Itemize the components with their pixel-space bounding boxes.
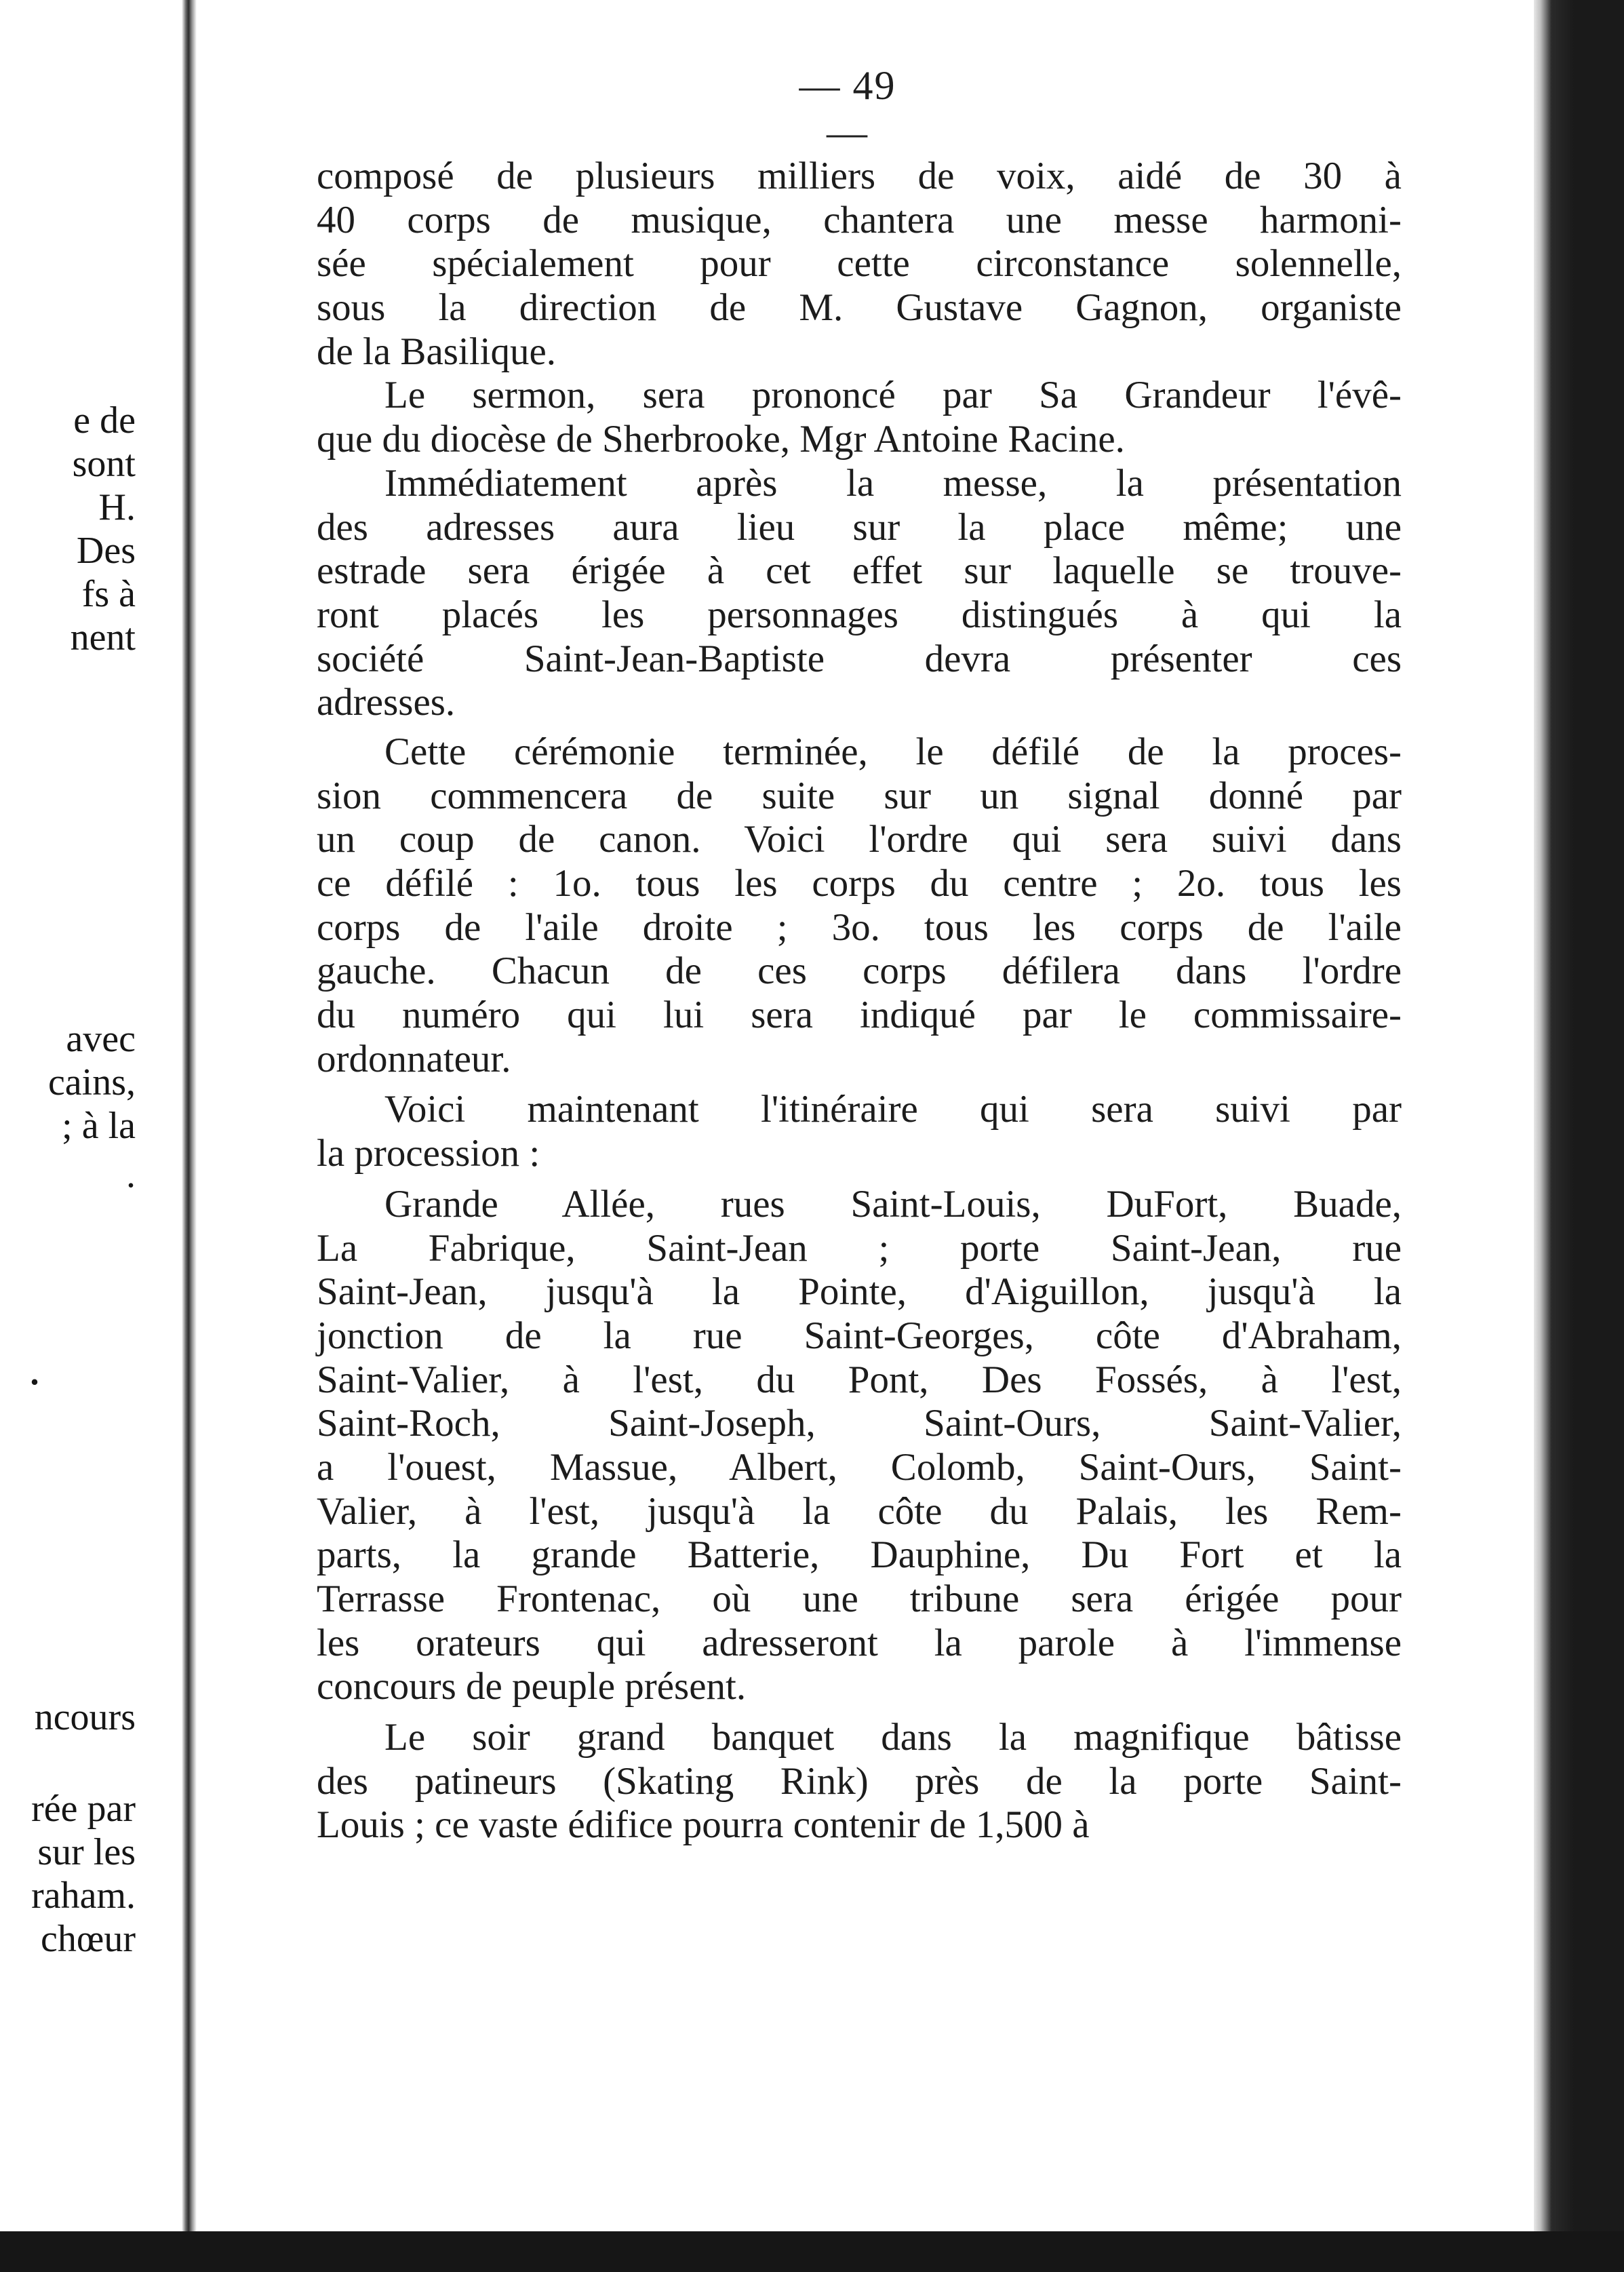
text-line: sion commencera de suite sur un signal donné par [317, 774, 1402, 817]
text-line: La Fabrique, Saint-Jean ; porte Saint-Jean, rue [317, 1226, 1402, 1270]
text-line: Saint-Jean, jusqu'à la Pointe, d'Aiguillon, jusqu'à la [317, 1270, 1402, 1314]
paragraph [317, 155, 1402, 374]
text-line: Le soir grand banquet dans la magnifique bâtisse [384, 1716, 1402, 1759]
text-line: que du diocèse de Sherbrooke, Mgr Antoine Racine. [317, 418, 1125, 461]
paragraph [317, 1088, 1402, 1175]
text-line: adresses. [317, 681, 456, 724]
text-line: ce défilé : 1o. tous les corps du centre ; 2o. tous les [317, 862, 1402, 905]
text-line: estrade sera érigée à cet effet sur laquelle se trouve- [317, 549, 1402, 593]
text-line: Le sermon, sera prononcé par Sa Grandeur l'évê- [384, 374, 1402, 417]
text-line: société Saint-Jean-Baptiste devra présenter ces [317, 637, 1402, 680]
text-line: de la Basilique. [317, 330, 556, 373]
text-line: Valier, à l'est, jusqu'à la côte du Palais, les Rem- [317, 1489, 1402, 1533]
text-line: 40 corps de musique, chantera une messe harmoni- [317, 198, 1402, 241]
scan-edge-bottom [0, 2231, 1624, 2272]
text-line: sous la direction de M. Gustave Gagnon, organiste [317, 286, 1402, 330]
left-fragment-line: e de [73, 399, 136, 442]
left-fragment-line: nent [70, 616, 136, 659]
text-line: les orateurs qui adresseront la parole à l'immense [317, 1621, 1402, 1664]
left-fragment-line: Des [76, 530, 136, 572]
left-fragment-line: chœur [41, 1918, 136, 1960]
text-line: la procession : [317, 1132, 540, 1175]
text-line: Saint-Roch, Saint-Joseph, Saint-Ours, Saint-Valier, [317, 1402, 1402, 1445]
scan-edge-right [1534, 0, 1624, 2231]
text-line: jonction de la rue Saint-Georges, côte d'Abraham, [317, 1314, 1402, 1357]
paragraph [317, 462, 1402, 725]
body-text [317, 155, 1402, 1847]
text-line: ront placés les personnages distingués à qui la [317, 593, 1402, 636]
text-line: des patineurs (Skating Rink) près de la porte Saint- [317, 1759, 1402, 1803]
text-line: Terrasse Frontenac, où une tribune sera érigée pour [317, 1578, 1402, 1620]
text-line: Cette cérémonie terminée, le défilé de la proces- [384, 730, 1402, 773]
paragraph [317, 1716, 1402, 1847]
text-line: du numéro qui lui sera indiqué par le commissaire- [317, 994, 1402, 1037]
text-line: Louis ; ce vaste édifice pourra contenir de 1,500 à [317, 1803, 1090, 1847]
left-fragment-line: H. [98, 486, 136, 528]
text-line: Saint-Valier, à l'est, du Pont, Des Fossés, à l'est, [317, 1358, 1402, 1401]
left-fragment-line: rée par [31, 1788, 136, 1830]
text-line: gauche. Chacun de ces corps défilera dans l'ordre [317, 949, 1402, 993]
text-line: Immédiatement après la messe, la présentation [384, 461, 1402, 505]
left-fragment-line: . [28, 1341, 41, 1395]
left-fragment-line: avec [66, 1018, 136, 1060]
left-page-fragment [0, 0, 182, 2231]
text-line: concours de peuple présent. [317, 1665, 747, 1708]
left-fragment-line: sur les [37, 1831, 136, 1873]
page-gutter [182, 0, 197, 2231]
paragraph [317, 374, 1402, 461]
text-line: Voici maintenant l'itinéraire qui sera suivi par [384, 1088, 1402, 1131]
text-line: ordonnateur. [317, 1037, 511, 1080]
left-fragment-line: sont [72, 443, 136, 485]
paragraph [317, 730, 1402, 1082]
text-line: des adresses aura lieu sur la place même; une [317, 505, 1402, 549]
text-line: un coup de canon. Voici l'ordre qui sera suivi dans [317, 818, 1402, 861]
left-fragment-line: cains, [47, 1061, 136, 1103]
page-number: — 49 — [799, 63, 896, 155]
left-fragment-line: fs à [81, 573, 136, 615]
text-line: corps de l'aile droite ; 3o. tous les corps de l'aile [317, 905, 1402, 949]
left-fragment-line: ; à la [62, 1105, 136, 1147]
paragraph [317, 1183, 1402, 1709]
text-line: Grande Allée, rues Saint-Louis, DuFort, Buade, [384, 1182, 1402, 1226]
left-fragment-line: ncours [34, 1696, 136, 1738]
text-line: a l'ouest, Massue, Albert, Colomb, Saint-Ours, Saint- [317, 1445, 1402, 1489]
text-line: parts, la grande Batterie, Dauphine, Du Fort et la [317, 1533, 1402, 1577]
text-line: composé de plusieurs milliers de voix, aidé de 30 à [317, 155, 1402, 197]
left-fragment-line: raham. [31, 1875, 136, 1917]
text-line: sée spécialement pour cette circonstance solennelle, [317, 242, 1402, 286]
left-fragment-line: . [126, 1154, 136, 1196]
